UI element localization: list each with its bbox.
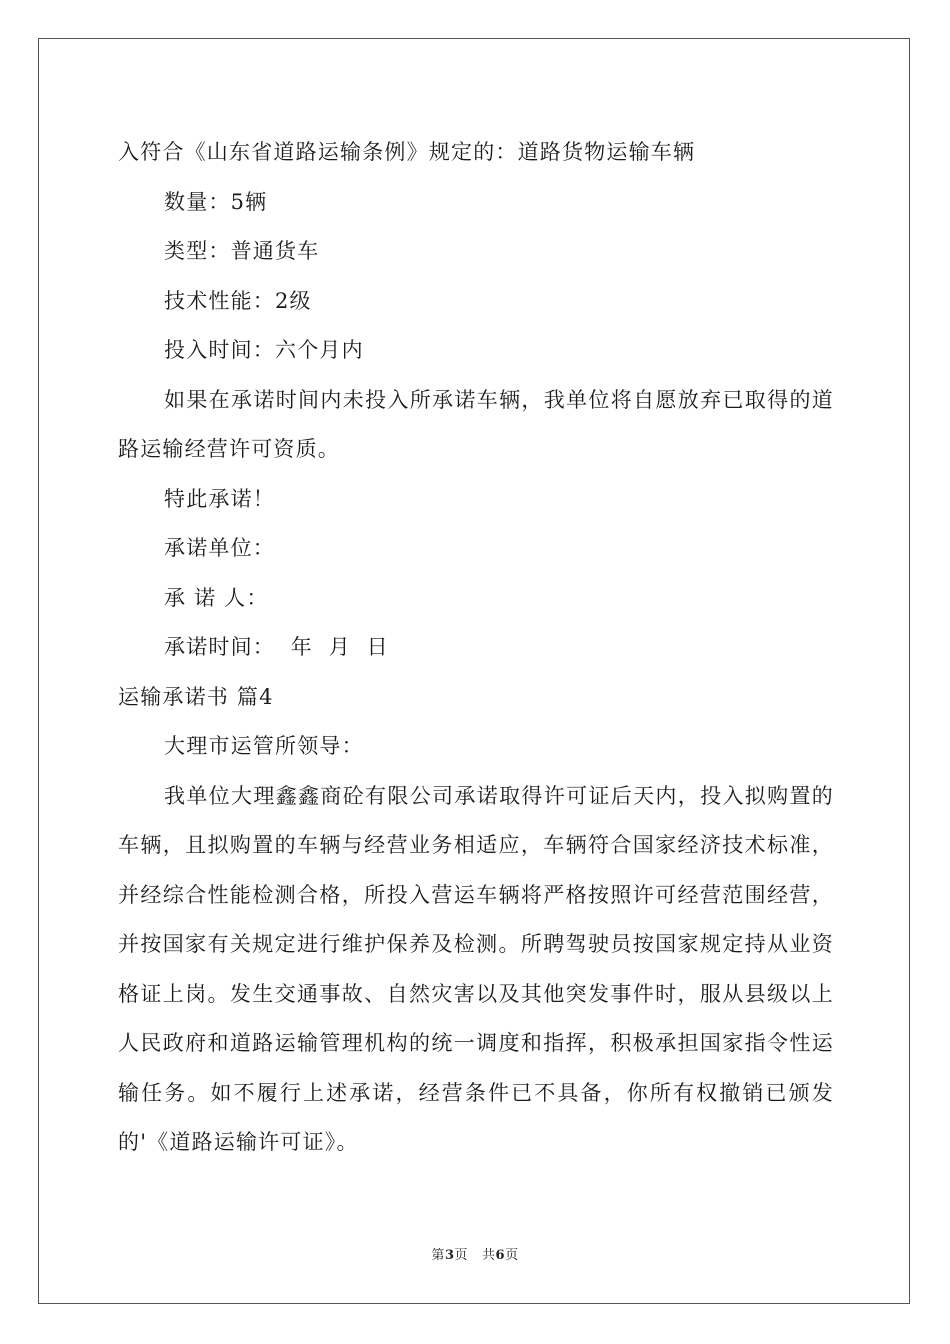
salutation: 大理市运管所领导： — [164, 734, 364, 758]
section-heading: 运输承诺书 篇4 — [118, 684, 274, 709]
technical-performance: 技术性能：2级 — [164, 288, 312, 313]
page-footer — [0, 1244, 950, 1263]
closing-statement: 特此承诺！ — [164, 486, 275, 511]
current-page-number: 3 — [444, 1248, 455, 1263]
total-page-count: 6 — [495, 1248, 506, 1263]
document-body — [118, 128, 834, 1168]
total-prefix: 共 — [482, 1248, 496, 1263]
investment-time: 投入时间：六个月内 — [164, 338, 364, 362]
total-suffix: 页 — [505, 1248, 519, 1263]
commitment-body: 我单位大理鑫鑫商砼有限公司承诺取得许可证后天内，投入拟购置的车辆，且拟购置的车辆与经营业务相适应，车辆符合国家经济技术标准，并经综合性能检测合格，所投入营运车辆将严格按照许可经营范围经营，并按国家有关规定进行维护保养及检测。所聘驾驶员按国家规定持从业资格证上岗。发生交通事故、自然灾害以及其他突发事件时，服从县级以上人民政府和道路运输管理机构的统一调度和指挥，积极承担国家指令性运输任务。如不履行上述承诺，经营条件已不具备，你所有权撤销已颁发的'《道路运输许可证》。 — [118, 783, 834, 1154]
committing-person-field: 承 诺 人： — [164, 585, 269, 610]
page-prefix: 第 — [431, 1248, 445, 1263]
committing-unit-field: 承诺单位： — [164, 536, 275, 560]
commitment-date-field: 承诺时间： 年 月 日 — [164, 635, 389, 659]
commitment-clause: 如果在承诺时间内未投入所承诺车辆，我单位将自愿放弃已取得的道路运输经营许可资质。 — [118, 387, 834, 461]
page-suffix: 页 — [454, 1248, 468, 1263]
paragraph-continuation: 入符合《山东省道路运输条例》规定的：道路货物运输车辆 — [118, 140, 696, 164]
vehicle-type: 类型：普通货车 — [164, 239, 320, 263]
vehicle-quantity: 数量：5辆 — [164, 189, 268, 214]
